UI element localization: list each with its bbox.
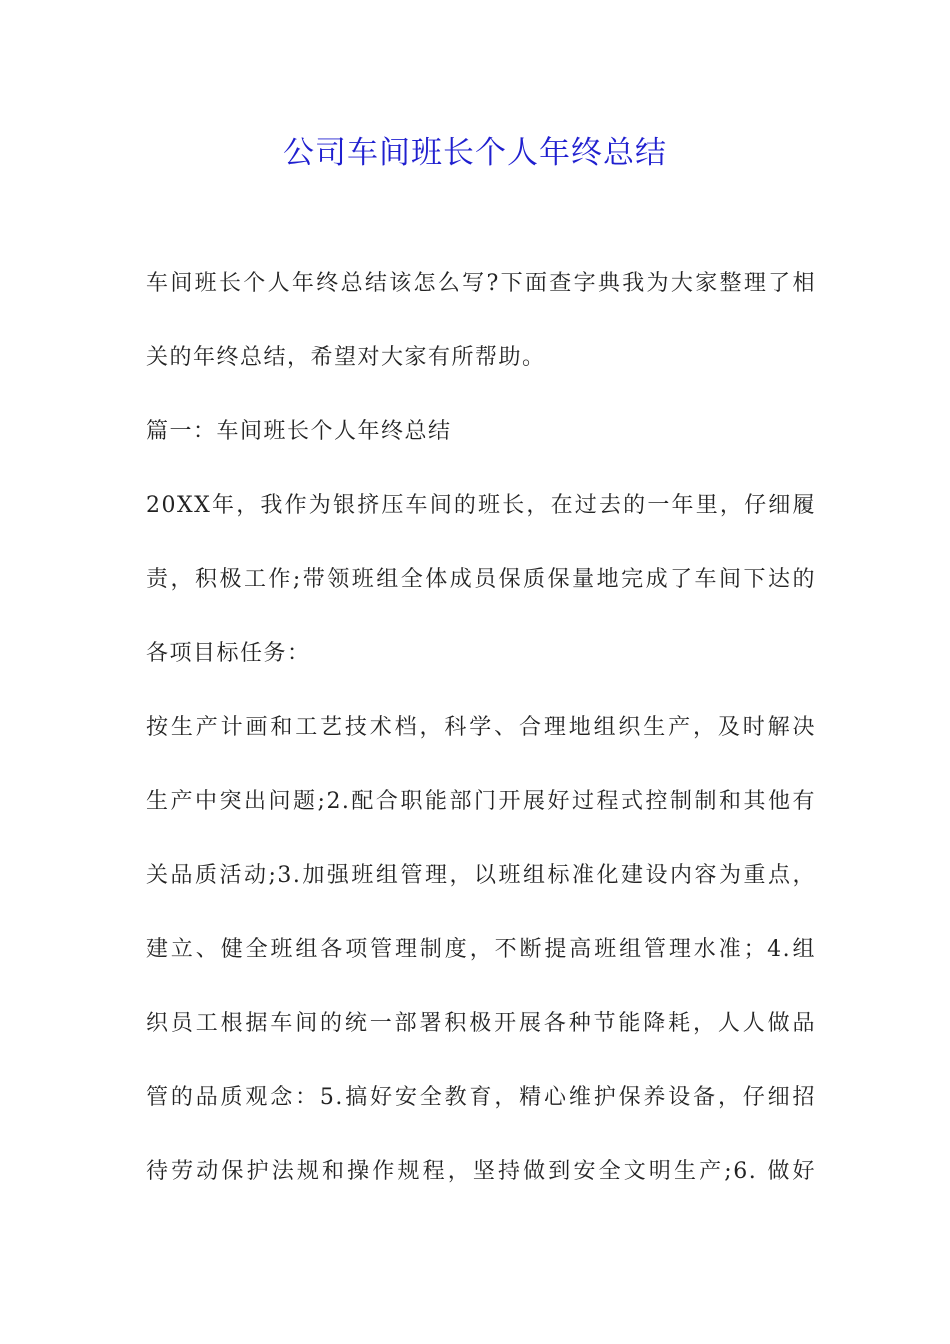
paragraph-line: 20XX年，我作为银挤压车间的班长，在过去的一年里，仔细履 [146, 493, 816, 518]
paragraph-line: 生产中突出问题;2.配合职能部门开展好过程式控制制和其他有 [146, 789, 816, 814]
paragraph-line: 待劳动保护法规和操作规程，坚持做到安全文明生产;6. 做好 [146, 1159, 816, 1184]
document-title: 公司车间班长个人年终总结 [283, 135, 667, 171]
paragraph-line: 管的品质观念：5.搞好安全教育，精心维护保养设备，仔细招 [146, 1085, 816, 1110]
paragraph-line: 关品质活动;3.加强班组管理，以班组标准化建设内容为重点， [146, 863, 816, 888]
paragraph-line: 各项目标任务： [146, 641, 311, 666]
paragraph-line: 车间班长个人年终总结该怎么写?下面查字典我为大家整理了相 [146, 271, 816, 296]
paragraph-line: 责，积极工作;带领班组全体成员保质保量地完成了车间下达的 [146, 567, 816, 592]
paragraph-line: 建立、健全班组各项管理制度，不断提高班组管理水准；4.组 [146, 937, 816, 962]
paragraph-line: 织员工根据车间的统一部署积极开展各种节能降耗，人人做品 [146, 1011, 816, 1036]
paragraph-line: 按生产计画和工艺技术档，科学、合理地组织生产，及时解决 [146, 715, 816, 740]
section-heading: 篇一：车间班长个人年终总结 [146, 419, 452, 444]
paragraph-line: 关的年终总结，希望对大家有所帮助。 [146, 345, 546, 370]
